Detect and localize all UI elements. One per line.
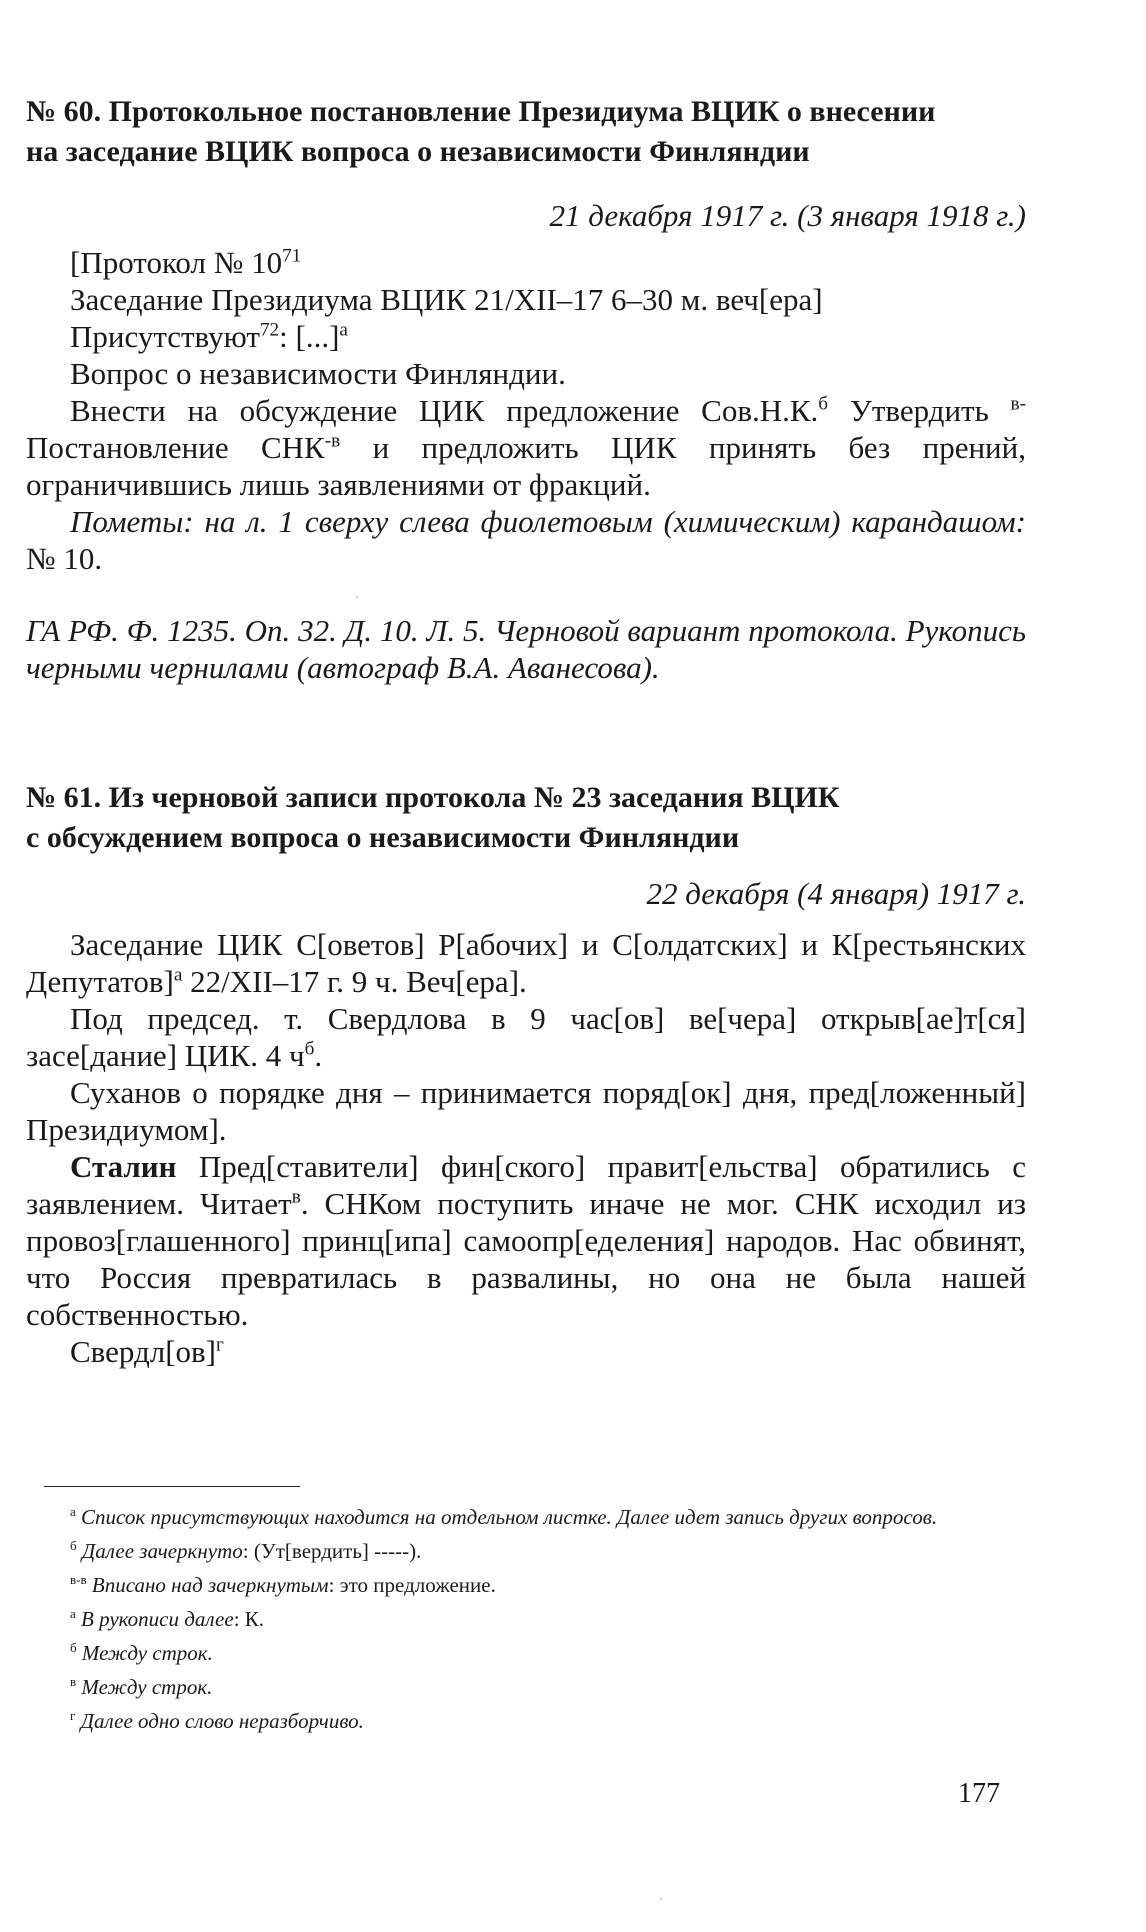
- doc60-heading-line2: на заседание ВЦИК вопроса о независимости Финляндии: [26, 135, 810, 168]
- doc61-agenda-paragraph: Суханов о порядке дня – принимается поряд[ок] дня, пред[ложенный] Президиумом].: [26, 1075, 1026, 1147]
- doc61-session-paragraph: Заседание ЦИК С[оветов] Р[абочих] и С[олдатских] и К[рестьянских Депутатов]$^а$ 22/XII–17 г. 9 ч. Веч[ера].: [26, 927, 1026, 999]
- scan-speck: [356, 596, 358, 598]
- footnote-b-1: $^б$ Далее зачеркнуто: (Ут[вердить] -----).: [70, 1538, 422, 1563]
- doc60-resolution-paragraph: Внести на обсуждение ЦИК предложение Сов.Н.К.$^б$ Утвердить $^{в-}$Постановление $СНК^{-в}$ и предложить ЦИК принять без прений, ограничившись лишь заявлениями от фракций.: [26, 393, 1026, 502]
- footnote-divider: [44, 1486, 300, 1487]
- doc60-question-line: Вопрос о независимости Финляндии.: [70, 356, 566, 391]
- doc60-marks-paragraph: Пометы: на л. 1 сверху слева фиолетовым (химическим) карандашом: № 10.: [26, 504, 1026, 576]
- doc60-archive-source: ГА РФ. Ф. 1235. Оп. 32. Д. 10. Л. 5. Черновой вариант протокола. Рукопись черными чернилами (автограф В.А. Аванесова).: [26, 613, 1026, 685]
- doc61-sverdlov-line: Свердл[ов]$^г$: [70, 1334, 224, 1369]
- doc61-chair-paragraph: Под председ. т. Свердлова в 9 час[ов] ве[чера] открыв[ае]т[ся] засе[дание] ЦИК. 4 $ч^б$.: [26, 1001, 1026, 1073]
- doc60-source-block: [26, 612, 1026, 686]
- doc60-protocol-number: [Протокол № $10^{71}$: [70, 245, 302, 280]
- footnote-v-2: $^в$ Между строк.: [70, 1674, 213, 1699]
- page-number: 177: [958, 1778, 1000, 1809]
- doc61-heading: [26, 778, 1026, 858]
- doc61-date: 22 декабря (4 января) 1917 г.: [646, 876, 1026, 911]
- doc60-heading-line1: № 60. Протокольное постановление Президиума ВЦИК о внесении: [26, 95, 936, 128]
- footnote-a-2: $^а$ В рукописи далее: К.: [70, 1606, 265, 1631]
- footnote-b-2: $^б$ Между строк.: [70, 1640, 213, 1665]
- footnote-v-v: $^{в-в}$ Вписано над зачеркнутым: это предложение.: [70, 1572, 496, 1597]
- doc60-present-line: Присутствуют$^{72}$: [...]$^а$: [70, 319, 348, 354]
- footnotes: [26, 1500, 1026, 1738]
- doc61-date-block: [26, 874, 1026, 914]
- doc61-heading-line1: № 61. Из черновой записи протокола № 23 заседания ВЦИК: [26, 781, 840, 814]
- doc61-stalin-paragraph: Сталин Пред[ставители] фин[ского] правит[ельства] обратились с заявлением. Читает$^в$. СНКом поступить иначе не мог. СНК исходил из провоз[глашенного] принц[ипа] самоопр[еделения] народов. Нас обвинят, что Россия превратилась в развалины, но она не была нашей собственностью.: [26, 1149, 1026, 1332]
- doc60-date-block: [26, 196, 1026, 236]
- doc60-body: [26, 244, 1026, 577]
- doc61-body: [26, 926, 1026, 1370]
- doc60-heading: [26, 92, 1026, 172]
- scan-speck: [660, 1898, 662, 1900]
- footnote-a-1: $^а$ Список присутствующих находится на отдельном листке. Далее идет запись других вопросов.: [70, 1504, 938, 1529]
- doc61-heading-line2: с обсуждением вопроса о независимости Финляндии: [26, 821, 740, 854]
- footnote-g: $^г$ Далее одно слово неразборчиво.: [70, 1708, 364, 1733]
- doc60-date: 21 декабря 1917 г. (3 января 1918 г.): [549, 198, 1026, 233]
- doc60-session-line: Заседание Президиума ВЦИК 21/XII–17 6–30 м. веч[ера]: [70, 282, 823, 317]
